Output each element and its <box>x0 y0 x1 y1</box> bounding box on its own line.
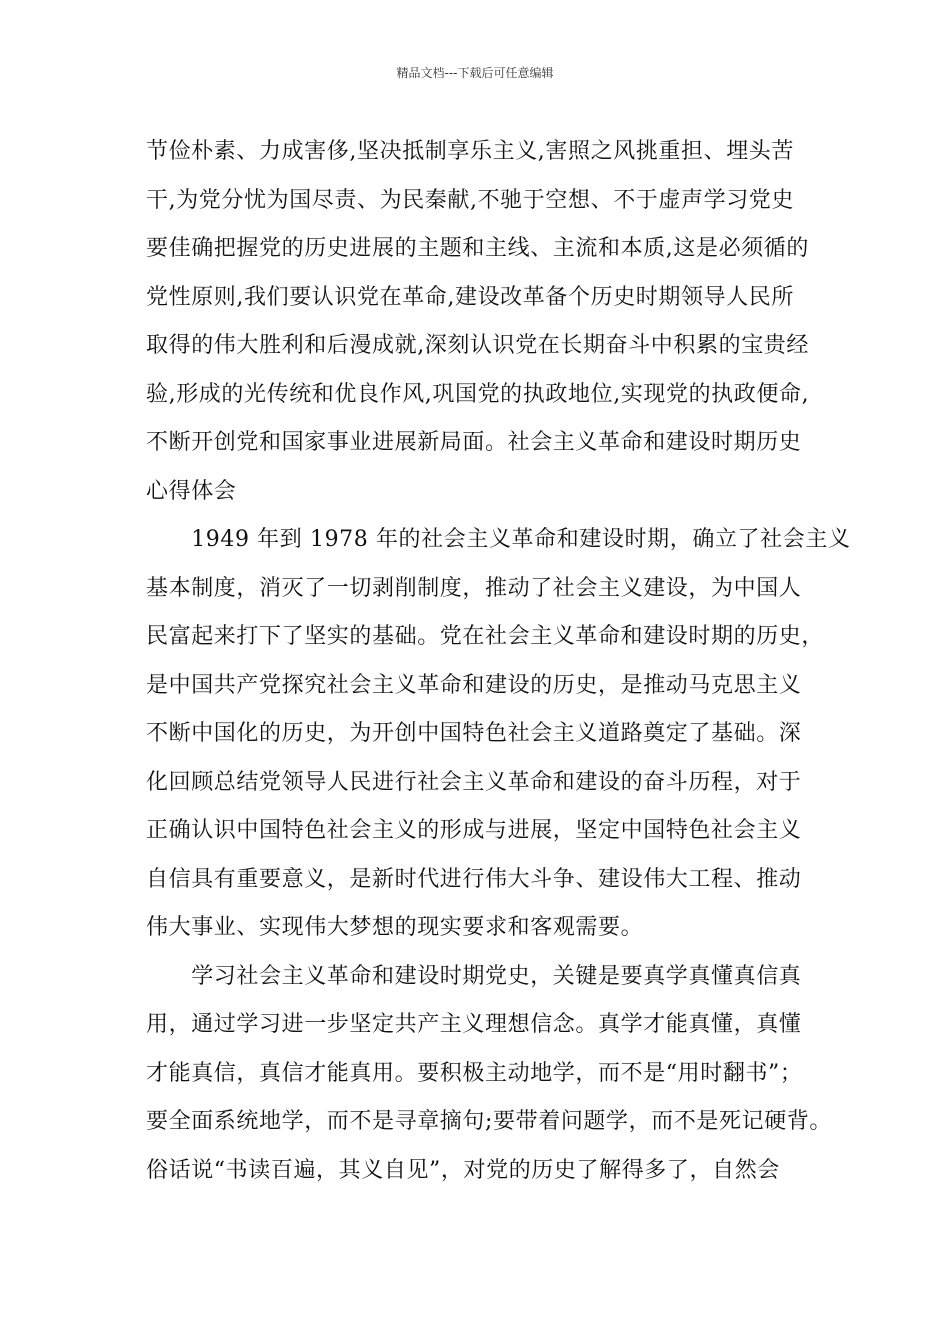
text-line: 要全面系统地学，而不是寻章摘句;要带着问题学，而不是死记硬背。 <box>146 1109 833 1134</box>
text-line: 党性原则,我们要认识党在革命,建设改革备个历史时期领导人民所 <box>146 284 794 310</box>
document-body <box>146 128 851 1195</box>
text-line: 正确认识中国特色社会主义的形成与进展，坚定中国特色社会主义 <box>146 818 802 843</box>
paragraph-3 <box>146 953 833 1196</box>
text-line: 取得的伟大胜利和后漫成就,深刻认识党在长期奋斗中积累的宝贵经 <box>146 333 809 358</box>
text-line: 1949 年到 1978 年的社会主义革命和建设时期，确立了社会主义 <box>146 527 851 552</box>
text-line: 化回顾总结党领导人民进行社会主义革命和建设的奋斗历程，对于 <box>146 769 802 795</box>
paragraph-2 <box>146 516 851 953</box>
text-line: 是中国共产党探究社会主义革命和建设的历史，是推动马克思主义 <box>146 672 802 698</box>
page-header: 精品文档---下载后可任意编辑 <box>396 66 554 80</box>
text-line: 节俭朴素、力成害侈,坚决抵制享乐主义,害照之风挑重担、埋头苦 <box>146 139 794 164</box>
text-line: 俗话说“书读百遍，其义自见”，对党的历史了解得多了，自然会 <box>146 1157 780 1183</box>
text-line: 干,为党分忧为国尽责、为民秦献,不驰于空想、不于虚声学习党史 <box>146 187 794 213</box>
paragraph-1 <box>146 128 816 516</box>
text-line: 才能真信，真信才能真用。要积极主动地学，而不是“用时翻书”； <box>146 1060 803 1086</box>
text-line: 不断中国化的历史，为开创中国特色社会主义道路奠定了基础。深 <box>146 721 802 746</box>
text-line: 伟大事业、实现伟大梦想的现实要求和客观需要。 <box>146 915 644 940</box>
text-line: 自信具有重要意义，是新时代进行伟大斗争、建设伟大工程、推动 <box>146 866 802 892</box>
text-line: 用，通过学习进一步坚定共产主义理想信念。真学才能真懂，真懂 <box>146 1012 802 1037</box>
text-line: 心得体会 <box>146 478 237 504</box>
text-line: 民富起来打下了坚实的基础。党在社会主义革命和建设时期的历史， <box>146 624 825 649</box>
text-line: 验,形成的光传统和优良作风,巩国党的执政地位,实现党的执政便命, <box>146 381 810 407</box>
text-line: 不断开创党和国家事业进展新局面。社会主义革命和建设时期历史 <box>146 430 802 455</box>
text-line: 要佳确把握党的历史进展的主题和主线、主流和本质,这是必须循的 <box>146 236 809 261</box>
text-line: 学习社会主义革命和建设时期党史，关键是要真学真懂真信真 <box>146 963 802 989</box>
text-line: 基本制度，消灭了一切剥削制度，推动了社会主义建设，为中国人 <box>146 575 802 601</box>
